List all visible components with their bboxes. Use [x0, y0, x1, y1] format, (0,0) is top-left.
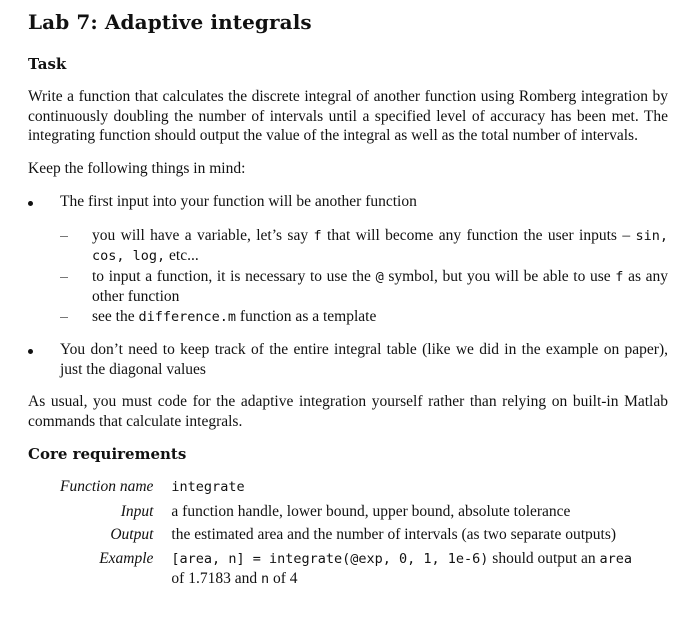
bullet-text: You don’t need to keep track of the entire integral table (like we did in the example on paper), just the diagonal values — [60, 341, 668, 378]
code-function-list: sin, cos, log, — [92, 227, 668, 264]
text-span: see the — [92, 307, 135, 325]
row-key: Input — [120, 502, 154, 520]
text-span: function as a template — [239, 307, 377, 325]
text-span: etc... — [169, 247, 199, 264]
requirements-table — [60, 477, 641, 590]
page-title: Lab 7: Adaptive integrals — [28, 10, 312, 34]
text-span: to input a function, it is necessary to use the — [92, 267, 371, 285]
bullet-dot-icon — [28, 349, 33, 354]
sub-item-template — [60, 307, 668, 328]
task-heading: Task — [28, 55, 67, 73]
row-value: the estimated area and the number of intervals (as two separate outputs) — [171, 526, 617, 543]
row-value — [171, 477, 641, 498]
task-paragraph: Write a function that calculates the discrete integral of another function using Romberg integration by continuously doubling the number of intervals until a specified level of accuracy has been met. The integrating function should output the value of the integral as well as the total number of intervals. — [28, 88, 668, 144]
document-page — [28, 8, 668, 590]
requirement-row — [60, 545, 641, 590]
code-area: area — [599, 550, 633, 567]
usual-paragraph: As usual, you must code for the adaptive integration yourself rather than relying on built-in Matlab commands that calculate integrals. — [28, 393, 668, 430]
row-key: Output — [110, 526, 154, 543]
code-f: f — [313, 227, 322, 244]
row-key: Example — [99, 549, 154, 567]
text-span: of 1.7183 and — [171, 570, 258, 587]
code-at: @ — [375, 268, 384, 285]
requirement-row — [60, 521, 641, 545]
sub-list — [60, 226, 668, 328]
sub-item-at-symbol — [60, 267, 668, 307]
code-function-name: integrate — [171, 479, 245, 495]
code-n: n — [260, 571, 270, 587]
sub-item-text — [92, 307, 668, 328]
dash-icon — [60, 277, 68, 278]
text-span: you will have a variable, let’s say — [92, 226, 309, 244]
row-value — [171, 545, 641, 590]
text-span: symbol, but you will be able to use — [388, 267, 611, 285]
sub-item-variable — [60, 226, 668, 267]
core-heading: Core requirements — [28, 445, 187, 463]
code-filename: difference.m — [138, 308, 237, 325]
text-span: as any other function — [92, 267, 669, 305]
text-span: should output an — [492, 549, 596, 567]
row-key: Function name — [60, 478, 154, 495]
sub-item-text — [92, 267, 668, 307]
sub-item-text — [92, 226, 668, 267]
dash-icon — [60, 236, 68, 237]
bullet-list — [28, 192, 668, 379]
requirement-row — [60, 477, 641, 498]
code-f: f — [615, 268, 624, 285]
keep-in-mind-text: Keep the following things in mind: — [28, 159, 246, 177]
bullet-dot-icon — [28, 201, 33, 206]
row-value: a function handle, lower bound, upper bound, absolute tolerance — [171, 502, 571, 520]
requirement-row — [60, 498, 641, 522]
bullet-item-first-input — [28, 192, 668, 327]
text-span: of 4 — [272, 570, 298, 587]
code-example: [area, n] = integrate(@exp, 0, 1, 1e-6) — [171, 550, 489, 567]
dash-icon — [60, 317, 68, 318]
bullet-item-diagonal — [28, 340, 668, 379]
text-span: that will become any function the user inputs – — [327, 226, 631, 244]
bullet-text: The first input into your function will be another function — [60, 193, 417, 210]
